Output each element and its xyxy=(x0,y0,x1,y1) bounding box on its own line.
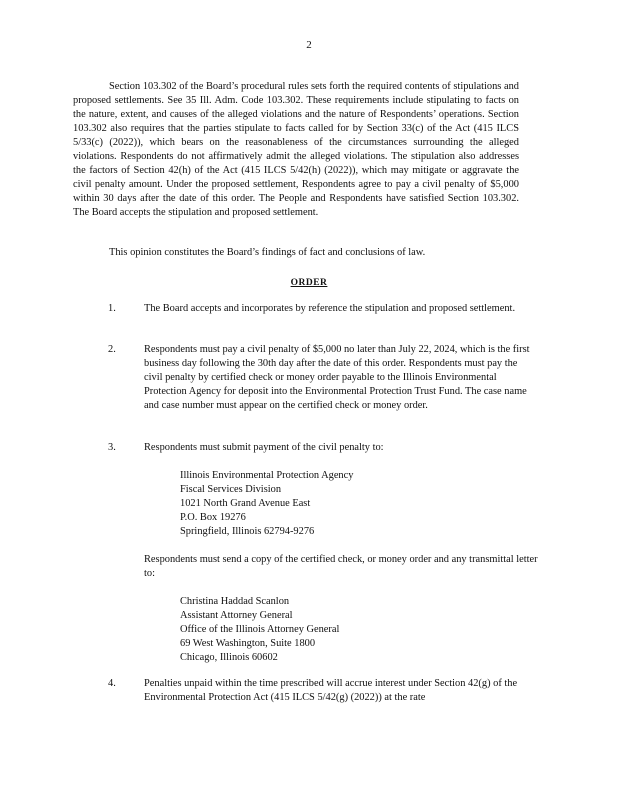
order-item-number: 2. xyxy=(108,344,116,355)
order-item-3 xyxy=(108,441,538,665)
order-item-text: Respondents must submit payment of the civil penalty to: xyxy=(144,442,384,453)
address-line: Assistant Attorney General xyxy=(180,610,293,621)
address-line: Fiscal Services Division xyxy=(180,484,282,495)
address-line: Springfield, Illinois 62794-9276 xyxy=(180,526,315,537)
order-item-number: 3. xyxy=(108,442,116,453)
payment-address xyxy=(180,469,538,539)
order-heading xyxy=(0,276,618,290)
findings-paragraph xyxy=(73,246,519,260)
order-item-1 xyxy=(108,302,538,316)
page-number: 2 xyxy=(306,39,312,51)
order-heading-text: ORDER xyxy=(290,278,328,288)
intro-paragraph-text: Section 103.302 of the Board’s procedural rules sets forth the required contents of stipulations and proposed settlements. See 35 Ill. Adm. Code 103.302. These requirements include stipulating to facts on the nature, extent, and causes of the alleged violations and the nature of Respondents’ operations. Section 103.302 also requires that the parties stipulate to facts called for by Section 33(c) of the Act (415 ILCS 5/33(c) (2022)), which bears on the reasonableness of the circumstances surrounding the alleged violations. Respondents do not affirmatively admit the alleged violations. The stipulation also addresses the factors of Section 42(h) of the Act (415 ILCS 5/42(h) (2022)), which may mitigate or aggravate the civil penalty amount. Under the proposed settlement, Respondents agree to pay a civil penalty of $5,000 within 30 days after the date of this order. The People and Respondents have satisfied Section 103.302. The Board accepts the stipulation and proposed settlement. xyxy=(73,81,519,218)
order-item-number: 1. xyxy=(108,303,116,314)
intro-paragraph xyxy=(73,80,519,220)
address-line: Chicago, Illinois 60602 xyxy=(180,652,278,663)
order-item-subtext: Respondents must send a copy of the certified check, or money order and any transmittal letter to: xyxy=(144,554,538,579)
findings-paragraph-text: This opinion constitutes the Board’s findings of fact and conclusions of law. xyxy=(109,247,426,258)
attorney-address xyxy=(180,595,538,665)
address-line: 1021 North Grand Avenue East xyxy=(180,498,311,509)
order-item-4 xyxy=(108,677,538,705)
address-line: Office of the Illinois Attorney General xyxy=(180,624,340,635)
address-line: Christina Haddad Scanlon xyxy=(180,596,290,607)
order-item-number: 4. xyxy=(108,678,116,689)
order-item-text: Respondents must pay a civil penalty of $5,000 no later than July 22, 2024, which is the first business day following the 30th day after the date of this order. Respondents must pay the civil penalty by certified check or money order payable to the Illinois Environmental Protection Agency for deposit into the Environmental Protection Trust Fund. The case name and case number must appear on the certified check or money order. xyxy=(144,344,530,411)
address-line: P.O. Box 19276 xyxy=(180,512,246,523)
order-item-text: Penalties unpaid within the time prescribed will accrue interest under Section 42(g) of the Environmental Protection Act (415 ILCS 5/42(g) (2022)) at the rate xyxy=(144,678,518,703)
order-item-text: The Board accepts and incorporates by reference the stipulation and proposed settlement. xyxy=(144,303,516,314)
order-item-2 xyxy=(108,343,538,413)
address-line: 69 West Washington, Suite 1800 xyxy=(180,638,316,649)
address-line: Illinois Environmental Protection Agency xyxy=(180,470,354,481)
